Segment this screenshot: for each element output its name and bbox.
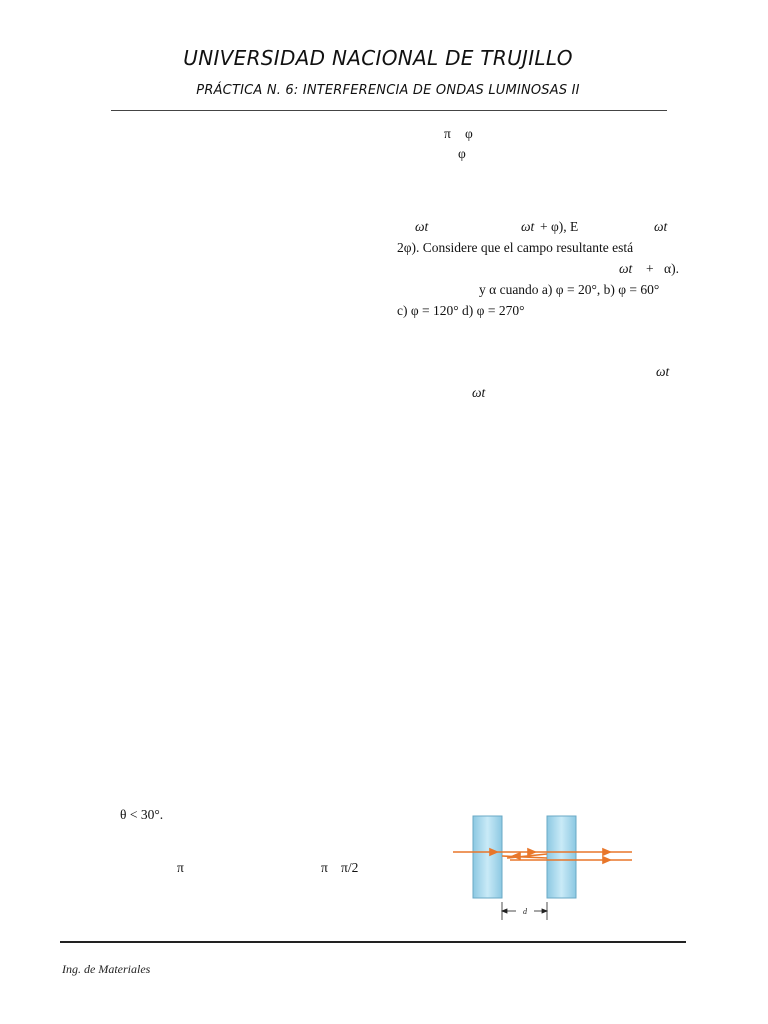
- text-line-resultant-field: 2φ). Considere que el campo resultante está: [397, 240, 634, 255]
- fragment-omega-t: ωt: [415, 219, 429, 234]
- university-title: [0, 46, 768, 70]
- left-glass-plate: [473, 816, 502, 898]
- parallel-plates-figure: [450, 810, 640, 925]
- right-glass-plate: [547, 816, 576, 898]
- fragment-omega-t-5: ωt: [656, 364, 670, 379]
- practice-subtitle-text: PRÁCTICA N. 6: INTERFERENCIA DE ONDAS LUMINOSAS II: [196, 83, 580, 98]
- footer-text: Ing. de Materiales: [62, 962, 151, 976]
- fragment-omega-t-6: ωt: [472, 385, 486, 400]
- fragment-omega-t-3: ωt: [654, 219, 668, 234]
- fragment-alpha: α).: [664, 261, 679, 276]
- fragment-phi-2: φ: [458, 146, 466, 161]
- header-divider: [111, 110, 667, 111]
- fragment-pi-2: π: [177, 860, 184, 875]
- fragment-pi: π: [444, 126, 451, 141]
- footer-divider: [60, 941, 686, 943]
- text-line-cases-cd: c) φ = 120° d) φ = 270°: [397, 303, 525, 318]
- text-line-theta: θ < 30°.: [120, 807, 164, 822]
- fragment-phi: φ: [465, 126, 473, 141]
- fragment-pi-half: π/2: [341, 860, 359, 875]
- fragment-plus-phi: + φ), E: [540, 219, 579, 234]
- dimension-label: d: [523, 907, 527, 916]
- fragment-omega-t-4: ωt: [619, 261, 633, 276]
- university-title-text: UNIVERSIDAD NACIONAL DE TRUJILLO: [183, 46, 573, 70]
- fragment-omega-t-2: ωt: [521, 219, 535, 234]
- text-line-cases-ab: y α cuando a) φ = 20°, b) φ = 60°: [479, 282, 660, 297]
- fragment-plus: +: [646, 261, 654, 276]
- practice-subtitle: [0, 83, 768, 98]
- fragment-pi-3: π: [321, 860, 328, 875]
